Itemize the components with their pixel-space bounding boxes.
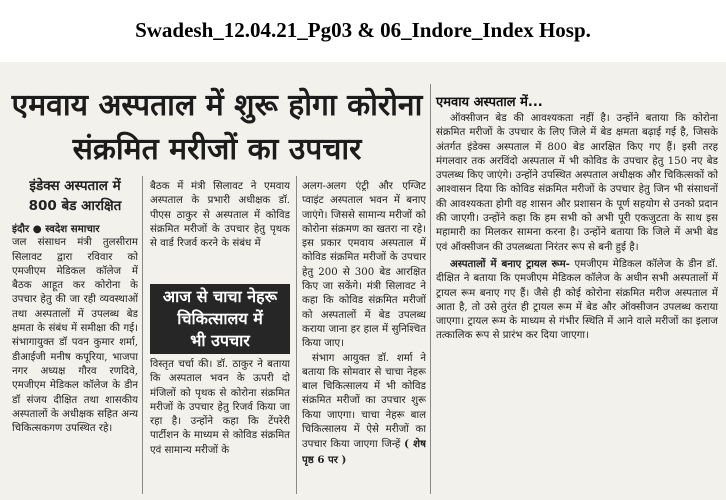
article-column-3: [302, 180, 426, 494]
continuation-heading: एमवाय अस्पताल में...: [436, 95, 543, 110]
subheadline-line-2: 800 बेड आरक्षित: [28, 198, 122, 214]
column-2-text-bottom: विस्तृत चर्चा की। डॉ. ठाकुर ने बताया कि अस्पताल भवन के ऊपरी दो मंजिलों को पृथक से कोरोना संक्रमित मरीजों के उपचार हेतु रिजर्व किया जा रहा है। उन्होंने कहा कि टेंपरेरी पार्टीशन के माध्यम से कोविड संक्रमित एवं सामान्य मरीजों के: [150, 359, 290, 456]
column-rule-mid: [296, 176, 297, 494]
column-2-text-top: बैठक में मंत्री सिलावट ने एमवाय अस्पताल के प्रभारी अधीक्षक डॉ. पीएस ठाकुर से अस्पताल में कोविड संक्रमित मरीजों के उपचार हेतु पृथक से वार्ड रिजर्व करने के संबंध में: [150, 181, 290, 250]
continuation-paragraph-1: ऑक्सीजन बेड की आवश्यकता नहीं है। उन्होंने बताया कि कोरोना संक्रमित मरीजों के उपचार के लिए जिले में बेड क्षमता बढ़ाई गई है, जिसके अंतर्गत इंडेक्स अस्पताल में 800 बेड आरक्षित किए गए हैं। इसी तरह मंगलवार तक अरविंदो अस्पताल में भी कोविड के उपचार हेतु 150 नए बेड उपलब्ध किए जाएंगे। उन्होंने उपस्थित अस्पताल अधीक्षक और चिकित्सकों को आश्वासन दिया कि कोविड संक्रमित मरीजों के उपचार हेतु जिन भी संसाधनों की आवश्यकता होगी वह शासन और प्रशासन के पूर्ण सहयोग से उनको प्रदान की जाएगी। उन्होंने कहा कि हम सभी को अभी पूरी एकजुटता के साथ इस महामारी का मिलकर सामना करना है। उन्होंने बताया कि जिले में अभी बेड एवं ऑक्सीजन की उपलब्धता निरंतर रूप से बनी हुई है।: [436, 113, 718, 253]
continuation-paragraph-2-text: एमजीएम मेडिकल कॉलेज के डीन डॉ. दीक्षित ने बताया कि एमजीएम मेडिकल कॉलेज के अधीन सभी अस्पतालों में ट्रायल रूम बनाए गए हैं। जैसे ही कोई कोरोना संक्रमित मरीज अस्पताल में आता है, तो उसे तुरंत ही ट्रायल रूम में बेड और ऑक्सीजन उपलब्ध कराया जाएगा। ट्रायल रूम के माध्यम से गंभीर स्थिति में आने वाले मरीजों का इलाज तत्कालिक रूप से प्रारंभ कर दिया जाएगा।: [436, 258, 718, 342]
article-column-1: [12, 222, 138, 494]
column-3-paragraph-1: अलग-अलग एंट्री और एग्जिट प्वाइंट अस्पताल भवन में बनाए जाएंगे। जिससे सामान्य मरीजों को कोरोना संक्रमण का खतरा ना रहे। इस प्रकार एमवाय अस्पताल में कोविड संक्रमित मरीजों के उपचार हेतु 200 से 300 बेड आरक्षित किए जा सकेंगे। मंत्री सिलावट ने कहा कि कोविड संक्रमित मरीजों को अस्पतालों में बेड उपलब्ध कराया जाना हर हाल में सुनिश्चित किया जाए।: [302, 181, 426, 350]
subheadline-line-1: इंडेक्स अस्पताल में: [29, 178, 121, 194]
column-3-paragraph-2-text: संभाग आयुक्त डॉ. शर्मा ने बताया कि सोमवार से चाचा नेहरू बाल चिकित्सालय में भी कोविड संक्रमित मरीजों का उपचार शुरू किया जाएगा। चाचा नेहरू बाल चिकित्सालय में ऐसे मरीजों का उपचार किया जाएगा जिन्हें: [302, 352, 426, 451]
highlight-line-2: चिकित्सालय में: [177, 309, 263, 328]
column-rule-right: [430, 84, 431, 494]
headline-line-1: एमवाय अस्पताल में शुरू होगा कोरोना: [11, 88, 423, 123]
article-column-2-top: [150, 180, 290, 280]
highlight-line-1: आज से चाचा नेहरू: [162, 287, 278, 306]
dateline: इंदौर ● स्वदेश समाचार: [12, 223, 100, 235]
clipping-title: Swadesh_12.04.21_Pg03 & 06_Indore_Index Hosp.: [135, 18, 591, 42]
trial-room-subheading: अस्पतालों में बनाए ट्रायल रूम-: [450, 257, 570, 270]
main-headline: [8, 84, 426, 172]
article-column-2-bottom: [150, 358, 290, 494]
column-3-paragraph-2: [302, 352, 426, 468]
article-continuation: [436, 112, 718, 496]
continuation-paragraph-2: [436, 257, 718, 344]
continuation-note: ( शेष पृष्ठ 6 पर ): [302, 438, 426, 466]
column-1-text: जल संसाधन मंत्री तुलसीराम सिलावट द्वारा रविवार को एमजीएम मेडिकल कॉलेज में बैठक आहूत कर कोरोना के उपचार हेतु की जा रही व्यवस्थाओं तथा अस्पतालों में उपलब्ध बेड क्षमता के संबंध में समीक्षा की गई। संभागायुक्त डॉ पवन कुमार शर्मा, डीआईजी मनीष कपूरिया, भाजपा नगर अध्यक्ष गौरव रणदिवे, एमजीएम मेडिकल कॉलेज के डीन डॉ संजय दीक्षित तथा शासकीय अस्पतालों के अधीक्षक सहित अन्य चिकित्सकगण उपस्थित रहे।: [12, 237, 138, 435]
highlight-box: [150, 284, 290, 354]
column-rule-left: [142, 176, 143, 494]
subheadline: [12, 176, 138, 216]
highlight-line-3: भी उपचार: [190, 331, 250, 350]
headline-line-2: संक्रमित मरीजों का उपचार: [72, 132, 362, 167]
